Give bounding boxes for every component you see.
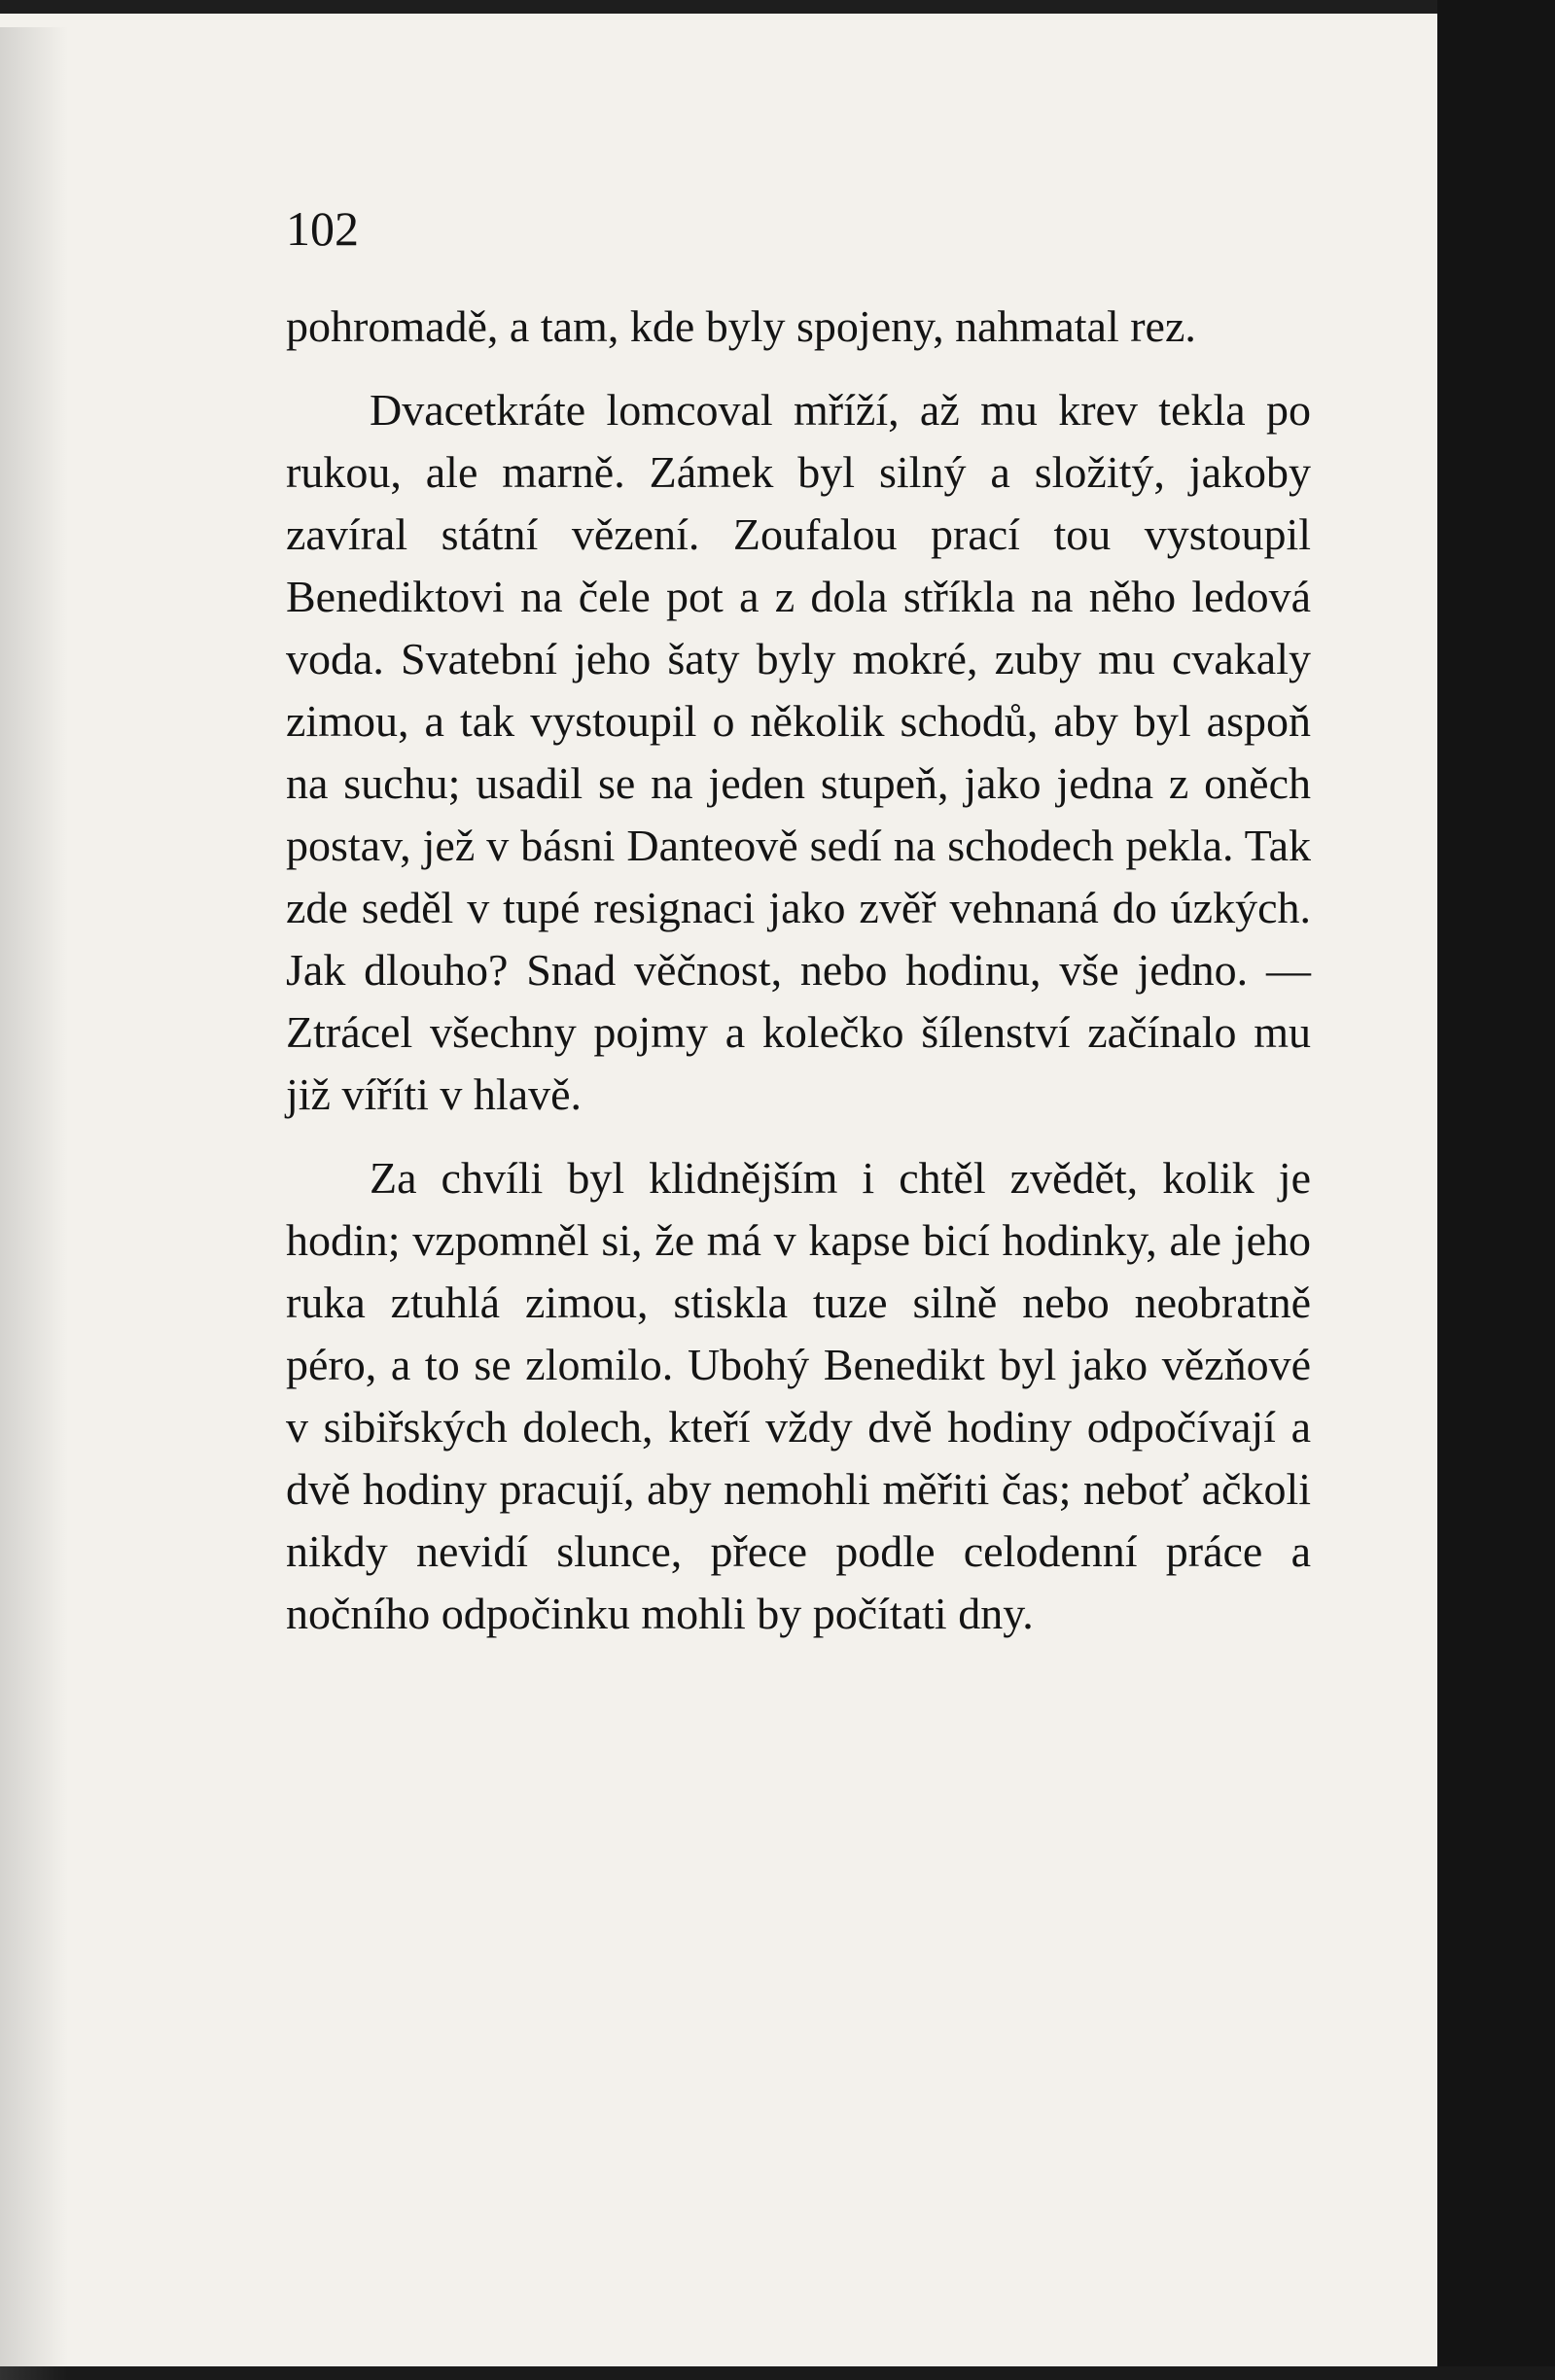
paragraph-1: pohromadě, a tam, kde byly spojeny, nahmatal rez. <box>286 301 1196 351</box>
page-number: 102 <box>286 201 359 256</box>
page-shadow <box>0 27 68 2380</box>
scan-border <box>1437 0 1555 2366</box>
body-text <box>286 296 1311 1666</box>
paragraph-3: Za chvíli byl klidnějším i chtěl zvědět, kolik je hodin; vzpomněl si, že má v kapse bicí hodinky, ale jeho ruka ztuhlá zimou, stiskla tuze silně nebo neobratně péro, a to se zlomilo. Ubohý Benedikt byl jako vězňové v sibiřských dolech, kteří vždy dvě hodiny odpočívají a dvě hodiny pracují, aby nemohli měřiti čas; neboť ačkoli nikdy nevidí slunce, přece podle celodenní práce a nočního odpočinku mohli by počítati dny. <box>286 1153 1311 1638</box>
paragraph-2: Dvacetkráte lomcoval mříží, až mu krev tekla po rukou, ale marně. Zámek byl silný a složitý, jakoby zavíral státní vězení. Zoufalou prací tou vystoupil Benediktovi na čele pot a z dola stříkla na něho ledová voda. Svatební jeho šaty byly mokré, zuby mu cvakaly zimou, a tak vystoupil o několik schodů, aby byl aspoň na suchu; usadil se na jeden stupeň, jako jedna z oněch postav, jež v básni Danteově sedí na schodech pekla. Tak zde seděl v tupé resignaci jako zvěř vehnaná do úzkých. Jak dlouho? Snad věčnost, nebo hodinu, vše jedno. — Ztrácel všechny pojmy a kolečko šílenství začínalo mu již víříti v hlavě. <box>286 385 1311 1119</box>
